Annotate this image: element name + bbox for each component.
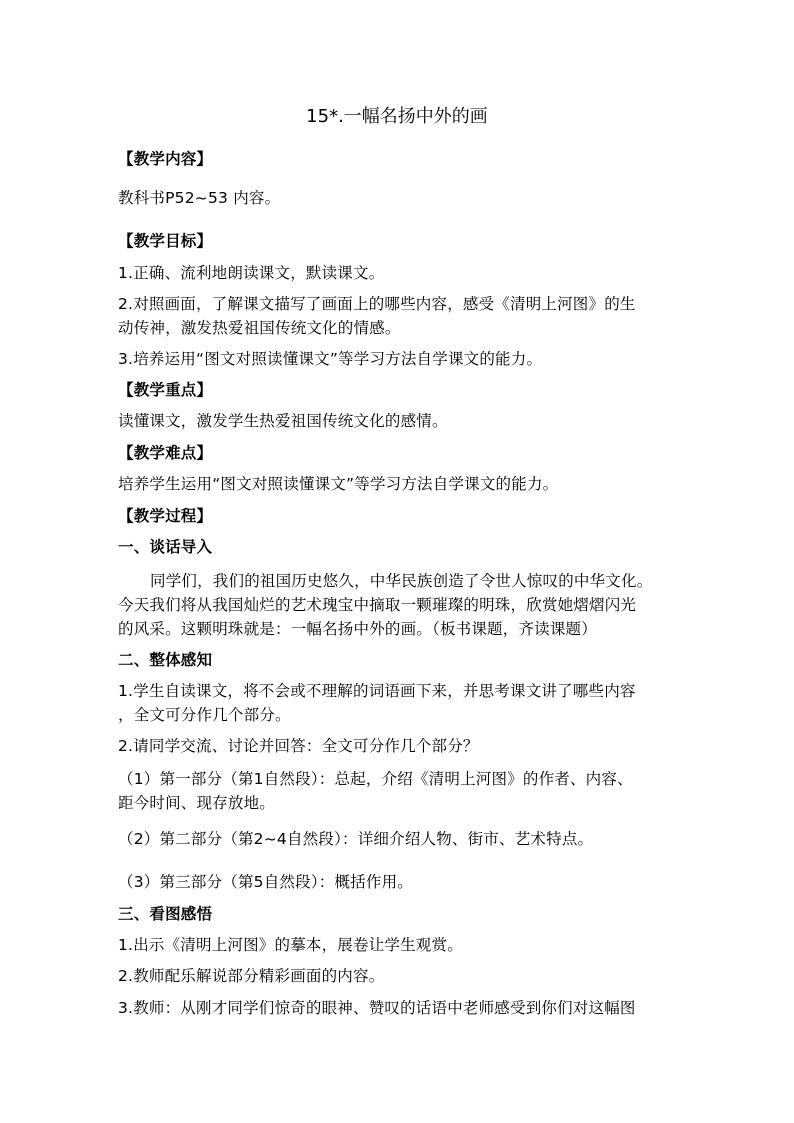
part-3-item-3: 3.教师：从刚才同学们惊奇的眼神、赞叹的话语中老师感受到你们对这幅图 xyxy=(118,999,636,1017)
goal-3: 3.培养运用“图文对照读懂课文”等学习方法自学课文的能力。 xyxy=(118,350,543,368)
difficulty-text: 培养学生运用“图文对照读懂课文”等学习方法自学课文的能力。 xyxy=(118,475,559,493)
part-2-sub-1-line-2: 距今时间、现存放地。 xyxy=(118,794,276,812)
part-3-item-1: 1.出示《清明上河图》的摹本，展卷让学生观赏。 xyxy=(118,936,463,954)
part-2-item-1-line-2: ，全文可分作几个部分。 xyxy=(118,706,291,724)
section-heading-content: 【教学内容】 xyxy=(118,150,213,168)
section-heading-key: 【教学重点】 xyxy=(118,381,213,399)
part-2-item-1-line-1: 1.学生自读课文，将不会或不理解的词语画下来，并思考课文讲了哪些内容 xyxy=(118,682,636,700)
part-1-line-3: 的风采。这颗明珠就是：一幅名扬中外的画。（板书课题，齐读课题） xyxy=(118,620,597,638)
section-heading-goals: 【教学目标】 xyxy=(118,232,213,250)
part-2-sub-1-line-1: （1）第一部分（第1自然段）：总起，介绍《清明上河图》的作者、内容、 xyxy=(118,770,633,788)
part-3-heading: 三、看图感悟 xyxy=(118,905,213,923)
part-2-sub-2: （2）第二部分（第2~4自然段）：详细介绍人物、街市、艺术特点。 xyxy=(118,830,594,848)
goal-2-line-1: 2.对照画面，了解课文描写了画面上的哪些内容，感受《清明上河图》的生 xyxy=(118,295,636,313)
content-text: 教科书P52~53 内容。 xyxy=(118,189,281,207)
part-1-heading: 一、谈话导入 xyxy=(118,538,213,556)
goal-2-line-2: 动传神，激发热爱祖国传统文化的情感。 xyxy=(118,319,401,337)
part-1-line-1: 同学们，我们的祖国历史悠久，中华民族创造了令世人惊叹的中华文化。 xyxy=(150,572,653,590)
part-1-line-2: 今天我们将从我国灿烂的艺术瑰宝中摘取一颗璀璨的明珠，欣赏她熠熠闪光 xyxy=(118,596,637,614)
section-heading-difficulty: 【教学难点】 xyxy=(118,444,213,462)
part-3-item-2: 2.教师配乐解说部分精彩画面的内容。 xyxy=(118,967,385,985)
part-2-item-2: 2.请同学交流、讨论并回答：全文可分作几个部分？ xyxy=(118,737,479,755)
section-heading-process: 【教学过程】 xyxy=(118,507,213,525)
document-title: 15*.一幅名扬中外的画 xyxy=(306,106,488,127)
key-text: 读懂课文，激发学生热爱祖国传统文化的感情。 xyxy=(118,412,448,430)
part-2-heading: 二、整体感知 xyxy=(118,651,213,669)
goal-1: 1.正确、流利地朗读课文，默读课文。 xyxy=(118,264,385,282)
part-2-sub-3: （3）第三部分（第5自然段）：概括作用。 xyxy=(118,873,413,891)
